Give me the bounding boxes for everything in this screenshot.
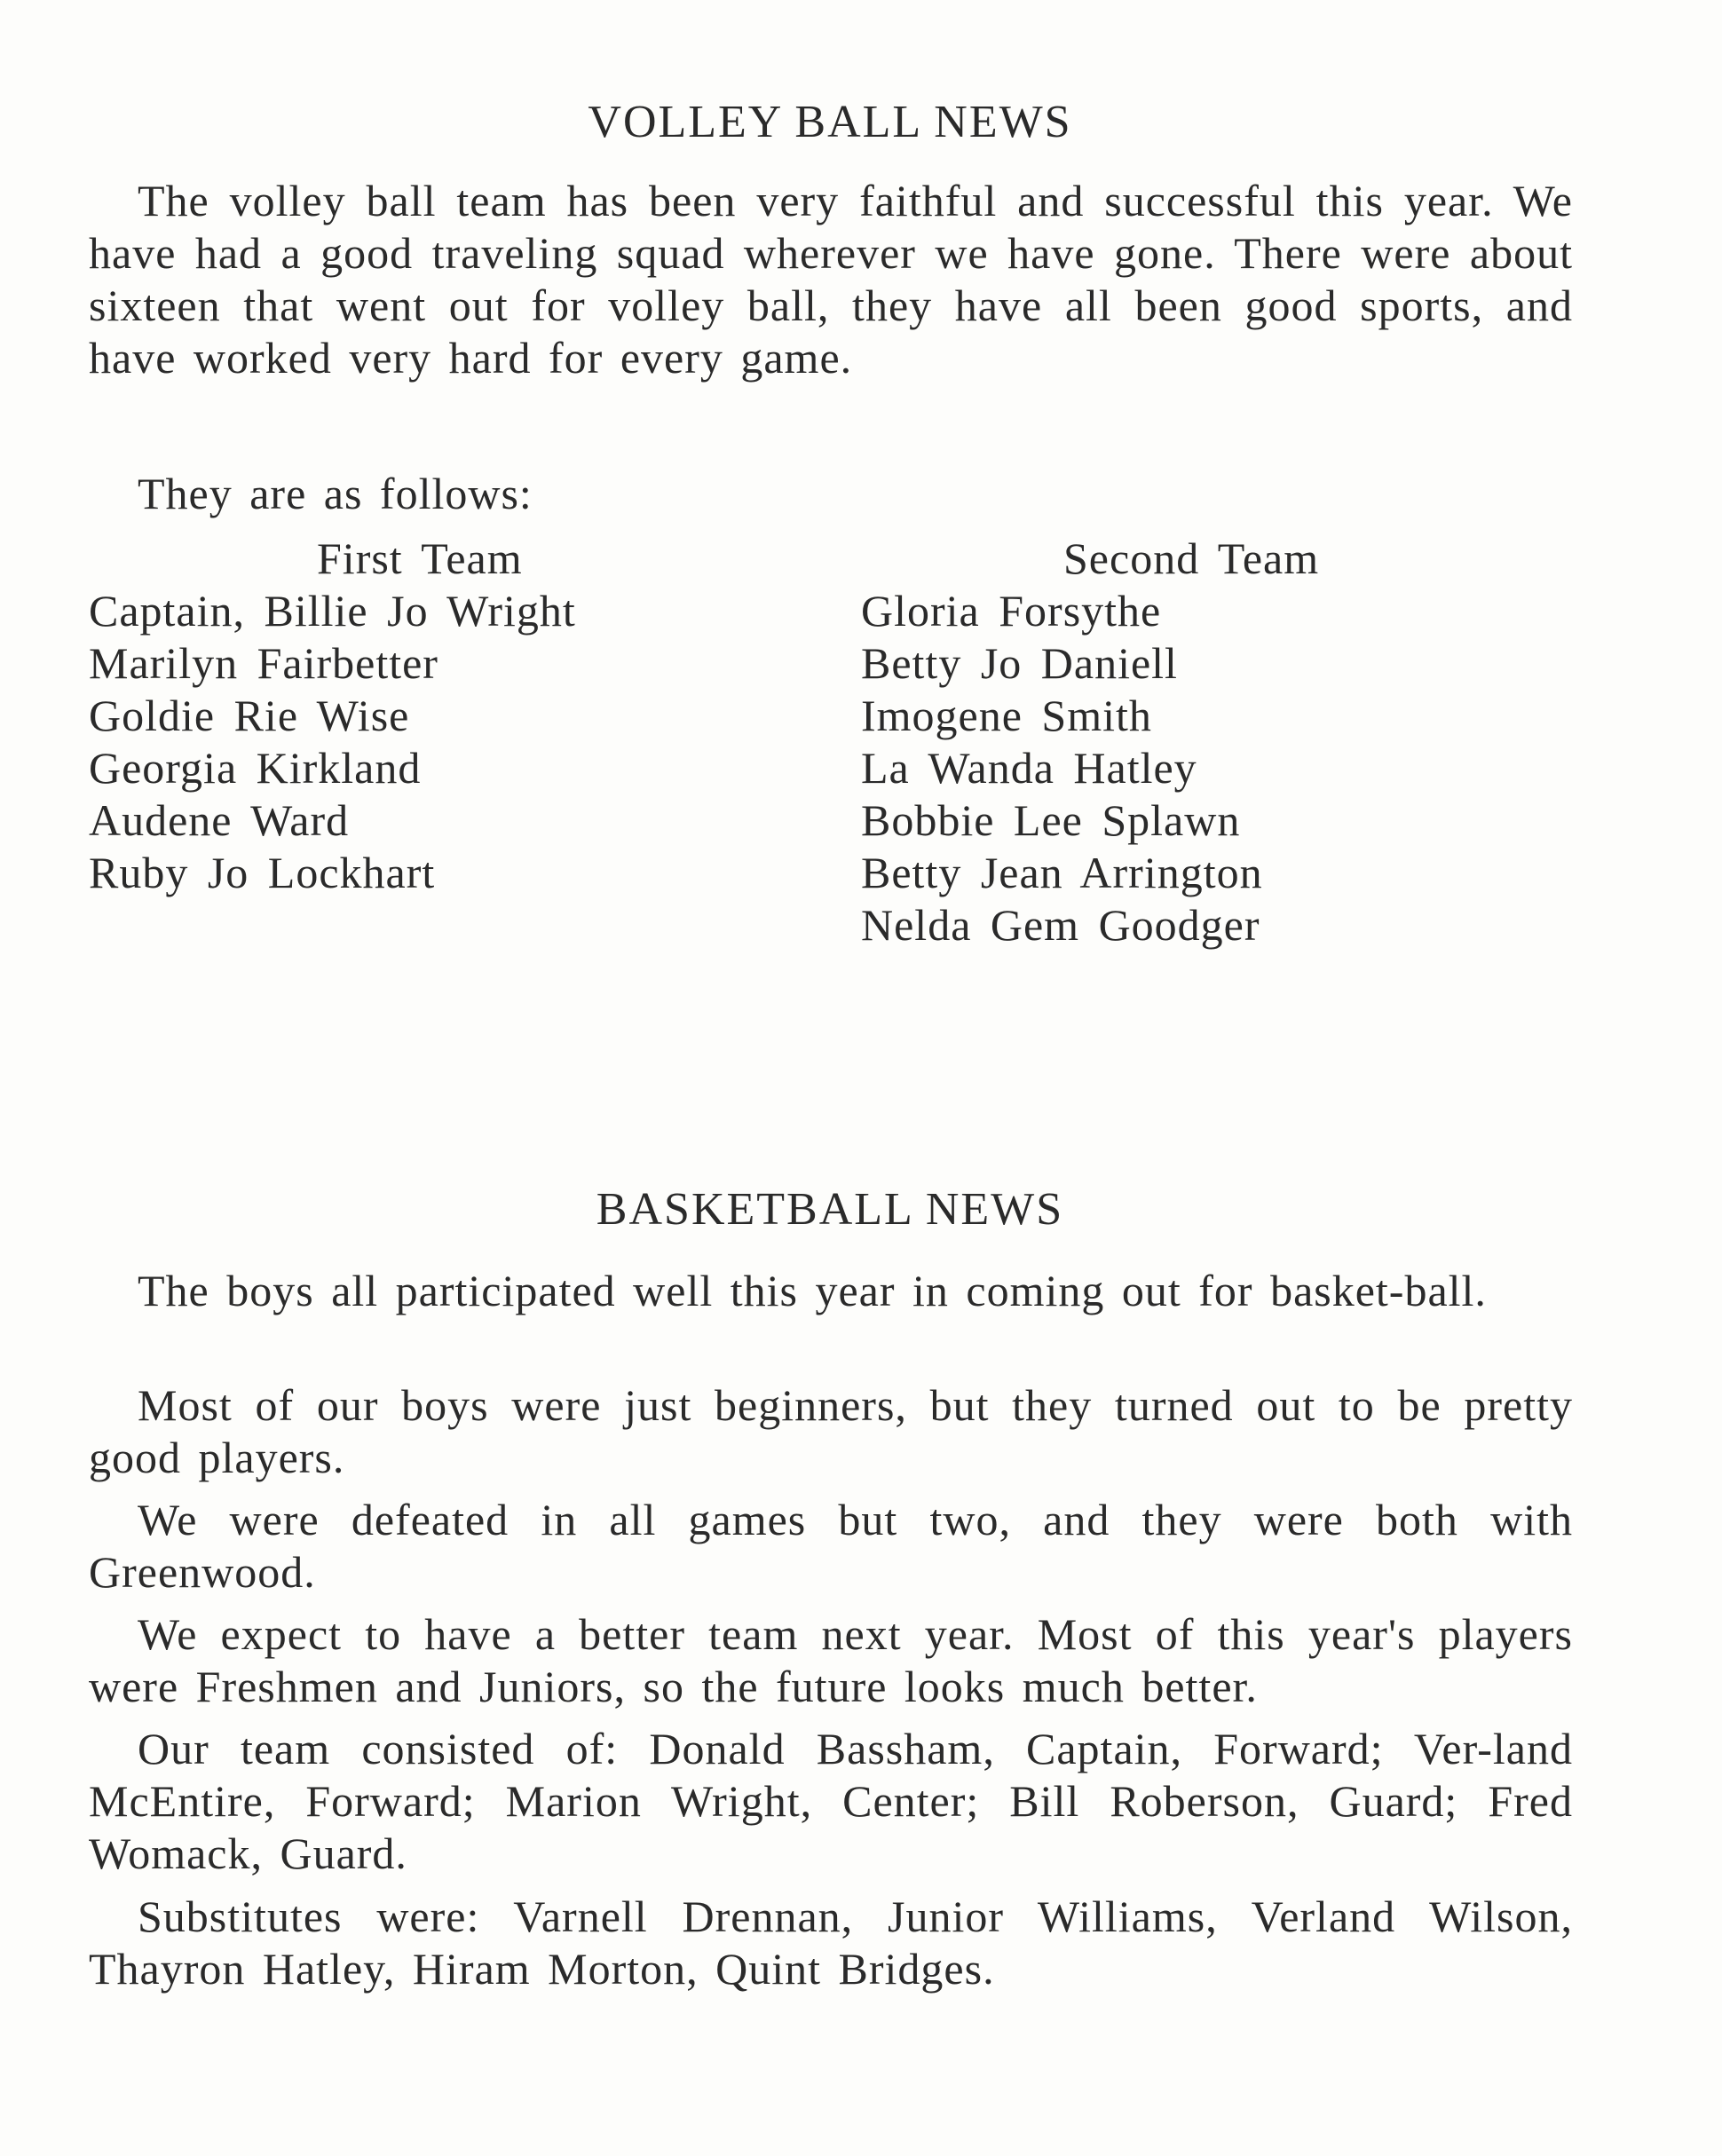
second-team-column	[861, 533, 1589, 952]
volleyball-heading: VOLLEY BALL NEWS	[588, 97, 1072, 147]
second-team-member: Gloria Forsythe	[861, 586, 1162, 636]
first-team-member: Goldie Rie Wise	[89, 691, 410, 740]
first-team-member: Audene Ward	[89, 795, 350, 845]
basketball-paragraph-1: The boys all participated well this year in coming out for basket-ball.	[138, 1266, 1487, 1315]
basketball-paragraph-3: We were defeated in all games but two, and they were both with Greenwood.	[89, 1495, 1573, 1597]
basketball-paragraph-5: Our team consisted of: Donald Bassham, Captain, Forward; Ver-land McEntire, Forward; Marion Wright, Center; Bill Roberson, Guard; Fred Womack, Guard.	[89, 1724, 1573, 1878]
first-team-column	[89, 533, 763, 899]
basketball-heading: BASKETBALL NEWS	[596, 1184, 1064, 1235]
volleyball-intro-paragraph: The volley ball team has been very faithful and successful this year. We have had a good traveling squad wherever we have gone. There were about sixteen that went out for volley ball, they have all been good sports, and have worked very hard for every game.	[89, 176, 1573, 383]
volleyball-list-intro: They are as follows:	[138, 469, 533, 518]
first-team-member: Ruby Jo Lockhart	[89, 848, 436, 897]
first-team-title: First Team	[317, 533, 523, 583]
first-team-member: Georgia Kirkland	[89, 743, 422, 793]
second-team-member: Nelda Gem Goodger	[861, 900, 1260, 950]
first-team-member: Captain, Billie Jo Wright	[89, 586, 576, 636]
second-team-member: La Wanda Hatley	[861, 743, 1197, 793]
second-team-member: Bobbie Lee Splawn	[861, 795, 1241, 845]
second-team-title: Second Team	[1063, 533, 1320, 583]
first-team-member: Marilyn Fairbetter	[89, 638, 438, 688]
second-team-member: Imogene Smith	[861, 691, 1152, 740]
basketball-paragraph-2: Most of our boys were just beginners, but they turned out to be pretty good players.	[89, 1380, 1573, 1482]
basketball-paragraph-4: We expect to have a better team next year. Most of this year's players were Freshmen and Juniors, so the future looks much better.	[89, 1609, 1573, 1711]
second-team-member: Betty Jo Daniell	[861, 638, 1178, 688]
second-team-member: Betty Jean Arrington	[861, 848, 1263, 897]
basketball-paragraph-6: Substitutes were: Varnell Drennan, Junior Williams, Verland Wilson, Thayron Hatley, Hiram Morton, Quint Bridges.	[89, 1891, 1573, 1994]
